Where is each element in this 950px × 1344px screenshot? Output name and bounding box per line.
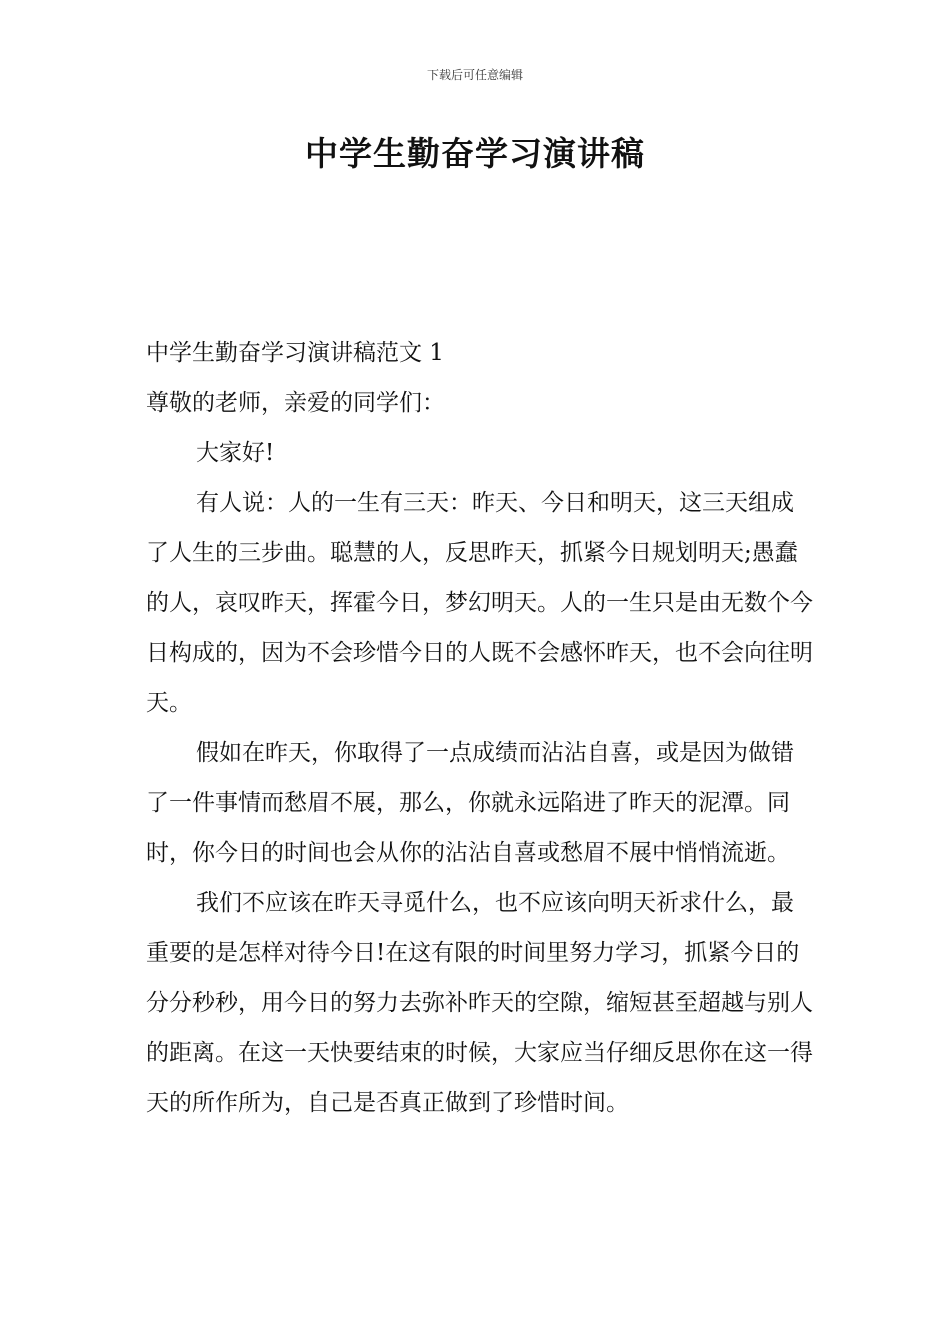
paragraph-2: 假如在昨天，你取得了一点成绩而沾沾自喜，或是因为做错了一件事情而愁眉不展，那么，你就永远陷进了昨天的泥潭。同时，你今日的时间也会从你的沾沾自喜或愁眉不展中悄悄流逝。 <box>146 740 794 866</box>
header-note: 下载后可任意编辑 <box>426 68 523 82</box>
paragraph-1: 有人说：人的一生有三天：昨天、今日和明天，这三天组成了人生的三步曲。聪慧的人，反思昨天，抓紧今日规划明天;愚蠢的人，哀叹昨天，挥霍今日，梦幻明天。人的一生只是由无数个今日构成的，因为不会珍惜今日的人既不会感怀昨天，也不会向往明天。 <box>146 490 813 716</box>
salutation: 尊敬的老师，亲爱的同学们： <box>146 390 445 416</box>
paragraph-greeting: 大家好! <box>196 440 275 466</box>
paragraph-3: 我们不应该在昨天寻觅什么，也不应该向明天祈求什么，最重要的是怎样对待今日!在这有限的时间里努力学习，抓紧今日的分分秒秒，用今日的努力去弥补昨天的空隙，缩短甚至超越与别人的距离。在这一天快要结束的时候，大家应当仔细反思你在这一得天的所作所为，自己是否真正做到了珍惜时间。 <box>146 890 813 1116</box>
document-title: 中学生勤奋学习演讲稿 <box>305 134 645 173</box>
document-body <box>146 328 816 1128</box>
section-heading: 中学生勤奋学习演讲稿范文 1 <box>146 340 444 366</box>
